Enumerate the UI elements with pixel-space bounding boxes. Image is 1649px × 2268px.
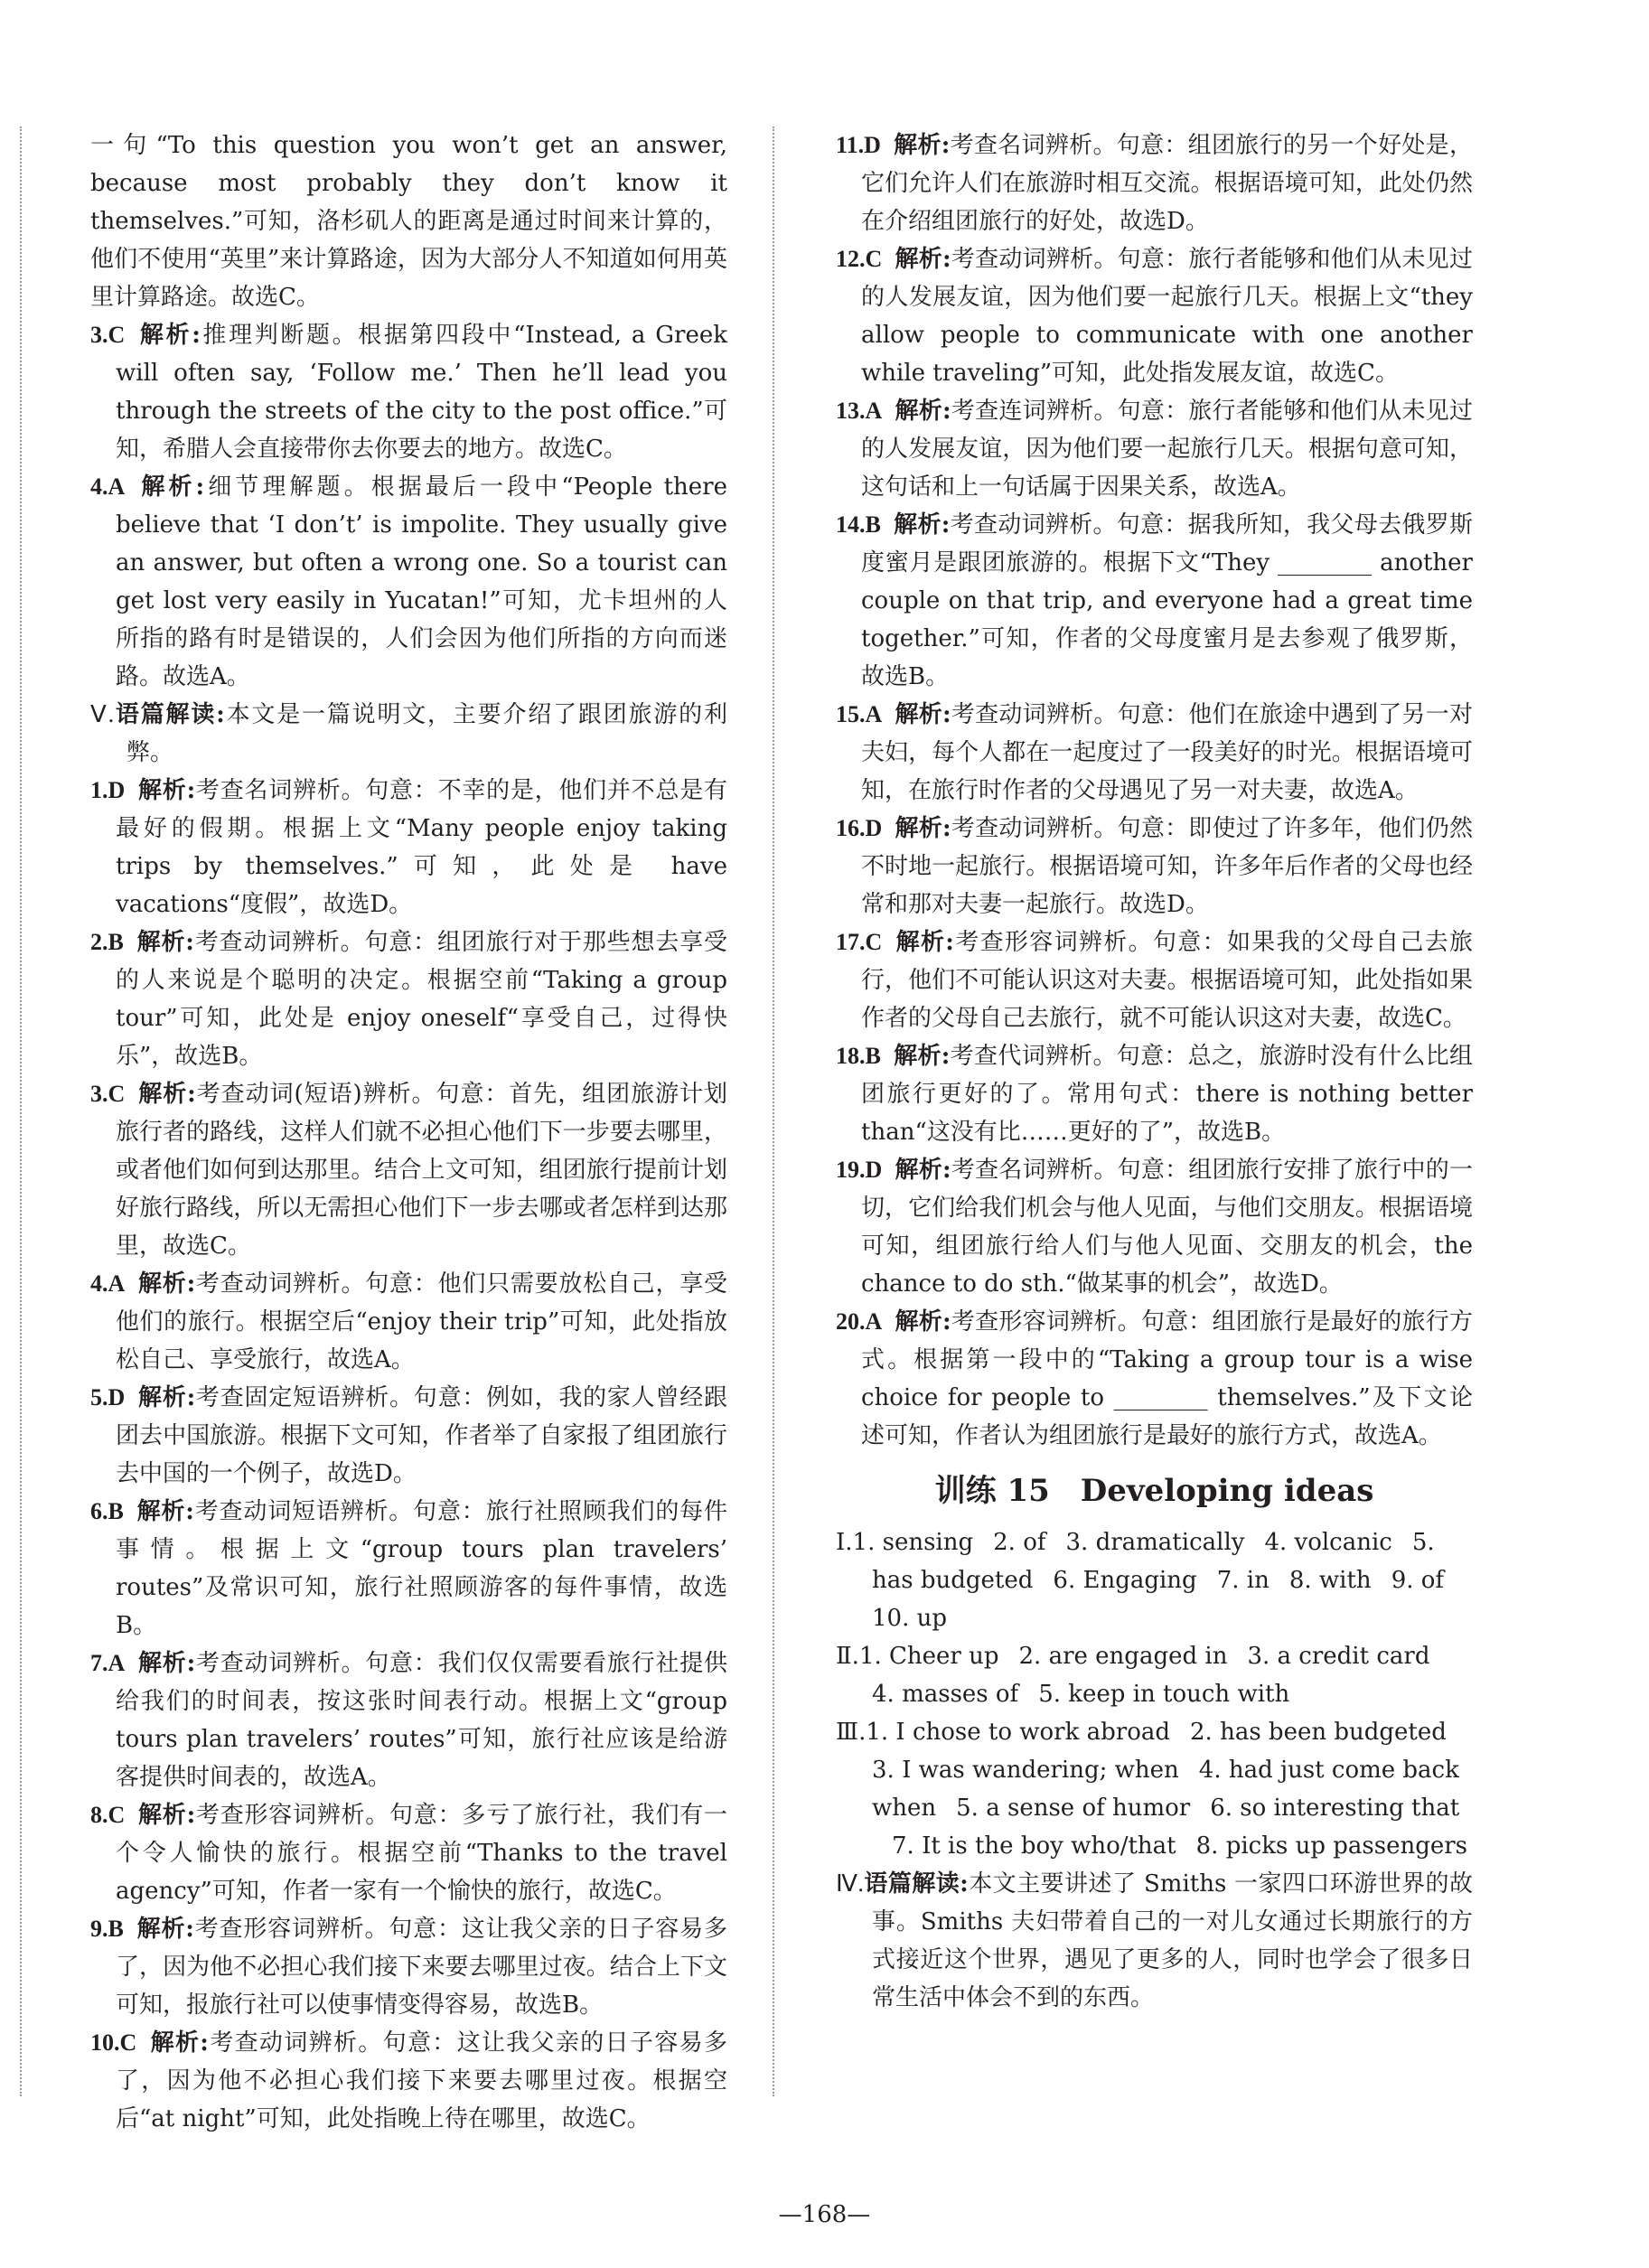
answer-item: 11.D 解析:考查名词辨析。句意：组团旅行的另一个好处是，它们允许人们在旅游时相互交流。根据语境可知，此处仍然在介绍组团旅行的好处，故选D。 — [836, 132, 1473, 235]
section-3-answers: Ⅲ.1. I chose to work abroad 2. has been budgeted3. I was wandering; when 4. had just come back when 5. a sense of humor 6. so interesting that7. It is the boy who/that 8. picks up passengers — [836, 1719, 1468, 1860]
answer-item: 4.A 解析:考查动词辨析。句意：他们只需要放松自己，享受他们的旅行。根据空后“enjoy their trip”可知，此处指放松自己、享受旅行，故选A。 — [90, 1270, 727, 1373]
answer-item: 20.A 解析:考查形容词辨析。句意：组团旅行是最好的旅行方式。根据第一段中的“Taking a group tour is a wise choice for people to ________ themselves.”及下文论述可知，作者认为组团旅行是最好的旅行方式，故选A。 — [836, 1308, 1473, 1449]
answer-list-top — [90, 316, 727, 696]
answer-item: 13.A 解析:考查连词辨析。句意：旅行者能够和他们从未见过的人发展友谊，因为他们要一起旅行几天。根据句意可知，这句话和上一句话属于因果关系，故选A。 — [836, 398, 1473, 501]
answer-item: 10.C 解析:考查动词辨析。句意：这让我父亲的日子容易多了，因为他不必担心我们接下来要去哪里过夜。根据空后“at night”可知，此处指晚上待在哪里，故选C。 — [90, 2029, 727, 2132]
answer-item: 6.B 解析:考查动词短语辨析。句意：旅行社照顾我们的每件事情。根据上文“group tours plan travelers’ routes”及常识可知，旅行社照顾游客的每件事情，故选B。 — [90, 1498, 727, 1639]
answer-list-continued — [836, 127, 1473, 1455]
page-number: —168— — [778, 2201, 871, 2228]
answer-item: 2.B 解析:考查动词辨析。句意：组团旅行对于那些想去享受的人来说是个聪明的决定。根据空前“Taking a group tour”可知，此处是 enjoy oneself“享受自己，过得快乐”，故选B。 — [90, 929, 727, 1070]
answer-item: 16.D 解析:考查动词辨析。句意：即使过了许多年，他们仍然不时地一起旅行。根据语境可知，许多年后作者的父母也经常和那对夫妻一起旅行。故选D。 — [836, 815, 1473, 918]
column-divider — [773, 127, 774, 2096]
section-1-answers: Ⅰ.1. sensing 2. of 3. dramatically 4. volcanic 5. has budgeted 6. Engaging 7. in 8. with 9. of10. up — [836, 1529, 1445, 1632]
answer-item: 1.D 解析:考查名词辨析。句意：不幸的是，他们并不总是有最好的假期。根据上文“Many people enjoy taking trips by themselves.”可知，此处是 have vacations“度假”，故选D。 — [90, 777, 727, 918]
left-margin-rule — [20, 127, 22, 2096]
answer-item: 14.B 解析:考查动词辨析。句意：据我所知，我父母去俄罗斯度蜜月是跟团旅游的。根据下文“They ________ another couple on that trip, and everyone had a great time together.”可知，作者的父母度蜜月是去参观了俄罗斯，故选B。 — [836, 511, 1473, 690]
answer-item: 3.C 解析:推理判断题。根据第四段中“Instead, a Greek will often say, ‘Follow me.’ Then he’ll lead you through the streets of the city to the post office.”可知，希腊人会直接带你去你要去的地方。故选C。 — [90, 322, 727, 463]
unit-heading: 训练 15 Developing ideas — [934, 1473, 1374, 1509]
answer-item: 9.B 解析:考查形容词辨析。句意：这让我父亲的日子容易多了，因为他不必担心我们接下来要去哪里过夜。结合上下文可知，报旅行社可以使事情变得容易，故选B。 — [90, 1916, 727, 2019]
section-4-heading: Ⅳ.语篇解读:本文主要讲述了 Smiths 一家四口环游世界的故事。Smiths 夫妇带着自己的一对儿女通过长期旅行的方式接近这个世界，遇见了更多的人，同时也学会了很多日常生活中体会不到的东西。 — [836, 1870, 1473, 2011]
left-column — [90, 127, 727, 2138]
right-column — [836, 127, 1473, 2017]
answer-item: 4.A 解析:细节理解题。根据最后一段中“People there believe that ‘I don’t’ is impolite. They usually give an answer, but often a wrong one. So a tourist can get lost very easily in Yucatan!”可知，尤卡坦州的人所指的路有时是错误的，人们会因为他们所指的方向而迷路。故选A。 — [90, 473, 727, 690]
answer-item: 7.A 解析:考查动词辨析。句意：我们仅仅需要看旅行社提供给我们的时间表，按这张时间表行动。根据上文“group tours plan travelers’ routes”可知，旅行社应该是给游客提供时间表的，故选A。 — [90, 1650, 727, 1791]
answer-item: 5.D 解析:考查固定短语辨析。句意：例如，我的家人曾经跟团去中国旅游。根据下文可知，作者举了自家报了组团旅行去中国的一个例子，故选D。 — [90, 1384, 727, 1487]
answer-item: 3.C 解析:考查动词(短语)辨析。句意：首先，组团旅游计划旅行者的路线，这样人们就不必担心他们下一步要去哪里，或者他们如何到达那里。结合上文可知，组团旅行提前计划好旅行路线，所以无需担心他们下一步去哪或者怎样到达那里，故选C。 — [90, 1081, 727, 1260]
answer-item: 15.A 解析:考查动词辨析。句意：他们在旅途中遇到了另一对夫妇，每个人都在一起度过了一段美好的时光。根据语境可知，在旅行时作者的父母遇见了另一对夫妻，故选A。 — [836, 701, 1473, 804]
answer-list-section-5 — [90, 772, 727, 2138]
section-2-answers-cont: 4. masses of 5. keep in touch with — [872, 1681, 1290, 1708]
answer-item: 8.C 解析:考查形容词辨析。句意：多亏了旅行社，我们有一个令人愉快的旅行。根据空前“Thanks to the travel agency”可知，作者一家有一个愉快的旅行，故选C。 — [90, 1802, 727, 1905]
answer-item: 17.C 解析:考查形容词辨析。句意：如果我的父母自己去旅行，他们不可能认识这对夫妻。根据语境可知，此处指如果作者的父母自己去旅行，就不可能认识这对夫妻，故选C。 — [836, 929, 1473, 1032]
answer-item: 18.B 解析:考查代词辨析。句意：总之，旅游时没有什么比组团旅行更好的了。常用句式：there is nothing better than“这没有比……更好的了”，故选B。 — [836, 1043, 1473, 1146]
section-5-heading: Ⅴ.语篇解读:本文是一篇说明文，主要介绍了跟团旅游的利弊。 — [90, 701, 727, 766]
intro-paragraph: 一句“To this question you won’t get an answer, because most probably they don’t know it themselves.”可知，洛杉矶人的距离是通过时间来计算的，他们不使用“英里”来计算路途，因为大部分人不知道如何用英里计算路途。故选C。 — [90, 132, 727, 311]
answer-item: 12.C 解析:考查动词辨析。句意：旅行者能够和他们从未见过的人发展友谊，因为他们要一起旅行几天。根据上文“they allow people to communicate with one another while traveling”可知，此处指发展友谊，故选C。 — [836, 246, 1473, 387]
answer-item: 19.D 解析:考查名词辨析。句意：组团旅行安排了旅行中的一切，它们给我们机会与他人见面，与他们交朋友。根据语境可知，组团旅行给人们与他人见面、交朋友的机会，the chance to do sth.“做某事的机会”，故选D。 — [836, 1157, 1473, 1298]
section-2-answers: Ⅱ.1. Cheer up 2. are engaged in 3. a credit card — [836, 1643, 1430, 1670]
